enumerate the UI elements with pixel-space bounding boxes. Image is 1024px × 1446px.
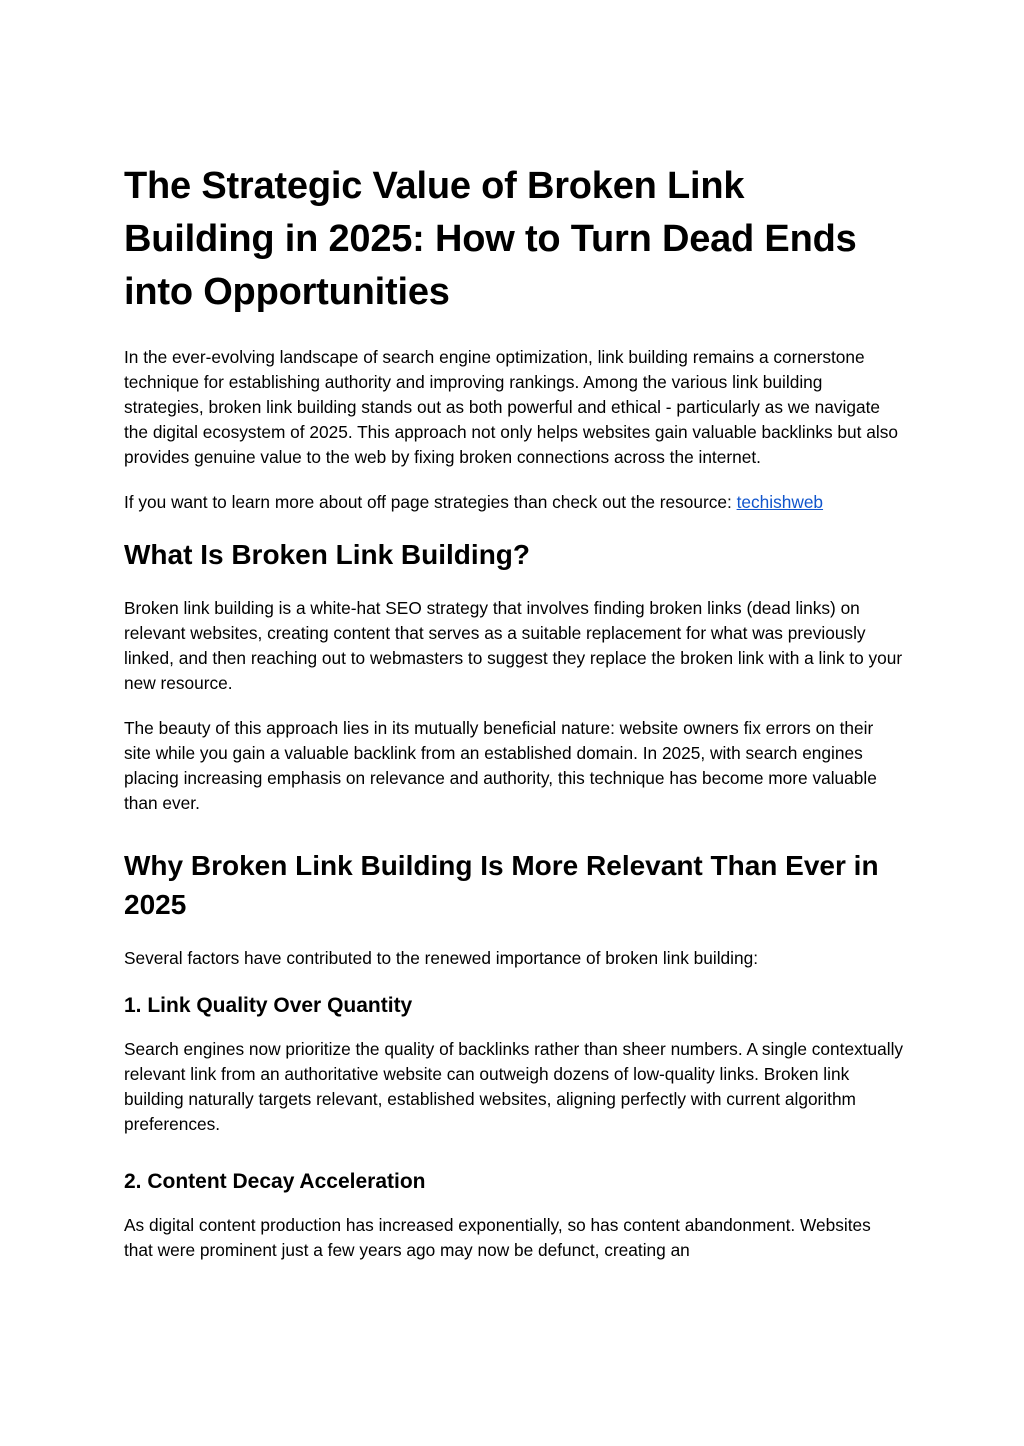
subsection-paragraph: As digital content production has increased exponentially, so has content abandonment. Websites that were prominent just a few years ago may now be defunct, creating an (124, 1215, 871, 1260)
subsection-heading-content-decay: 2. Content Decay Acceleration (124, 1170, 426, 1193)
techishweb-link[interactable]: techishweb (736, 492, 824, 512)
subsection-paragraph: Search engines now prioritize the quality of backlinks rather than sheer numbers. A single contextually relevant link from an authoritative website can outweigh dozens of low-quality links. Broken link building naturally targets relevant, established websites, aligning perfectly with current algorithm preferences. (124, 1039, 904, 1134)
subsection-heading-link-quality: 1. Link Quality Over Quantity (124, 994, 413, 1017)
document-page (124, 160, 904, 1283)
resource-paragraph (124, 490, 904, 515)
section-heading-why-relevant: Why Broken Link Building Is More Relevant Than Ever in 2025 (124, 850, 879, 920)
article-title: The Strategic Value of Broken Link Building in 2025: How to Turn Dead Ends into Opportunities (124, 165, 857, 313)
resource-text: If you want to learn more about off page strategies than check out the resource: (124, 492, 737, 512)
section-paragraph: Several factors have contributed to the renewed importance of broken link building: (124, 948, 759, 968)
section-paragraph: The beauty of this approach lies in its mutually beneficial nature: website owners fix errors on their site while you gain a valuable backlink from an established domain. In 2025, with search engines placing increasing emphasis on relevance and authority, this technique has become more valuable than ever. (124, 718, 877, 813)
section-heading-what-is: What Is Broken Link Building? (124, 539, 530, 570)
section-paragraph: Broken link building is a white-hat SEO strategy that involves finding broken links (dead links) on relevant websites, creating content that serves as a suitable replacement for what was previously linked, and then reaching out to webmasters to suggest they replace the broken link with a link to your new resource. (124, 598, 903, 693)
intro-paragraph: In the ever-evolving landscape of search engine optimization, link building remains a cornerstone technique for establishing authority and improving rankings. Among the various link building strategies, broken link building stands out as both powerful and ethical - particularly as we navigate the digital ecosystem of 2025. This approach not only helps websites gain valuable backlinks but also provides genuine value to the web by fixing broken connections across the internet. (124, 347, 898, 467)
